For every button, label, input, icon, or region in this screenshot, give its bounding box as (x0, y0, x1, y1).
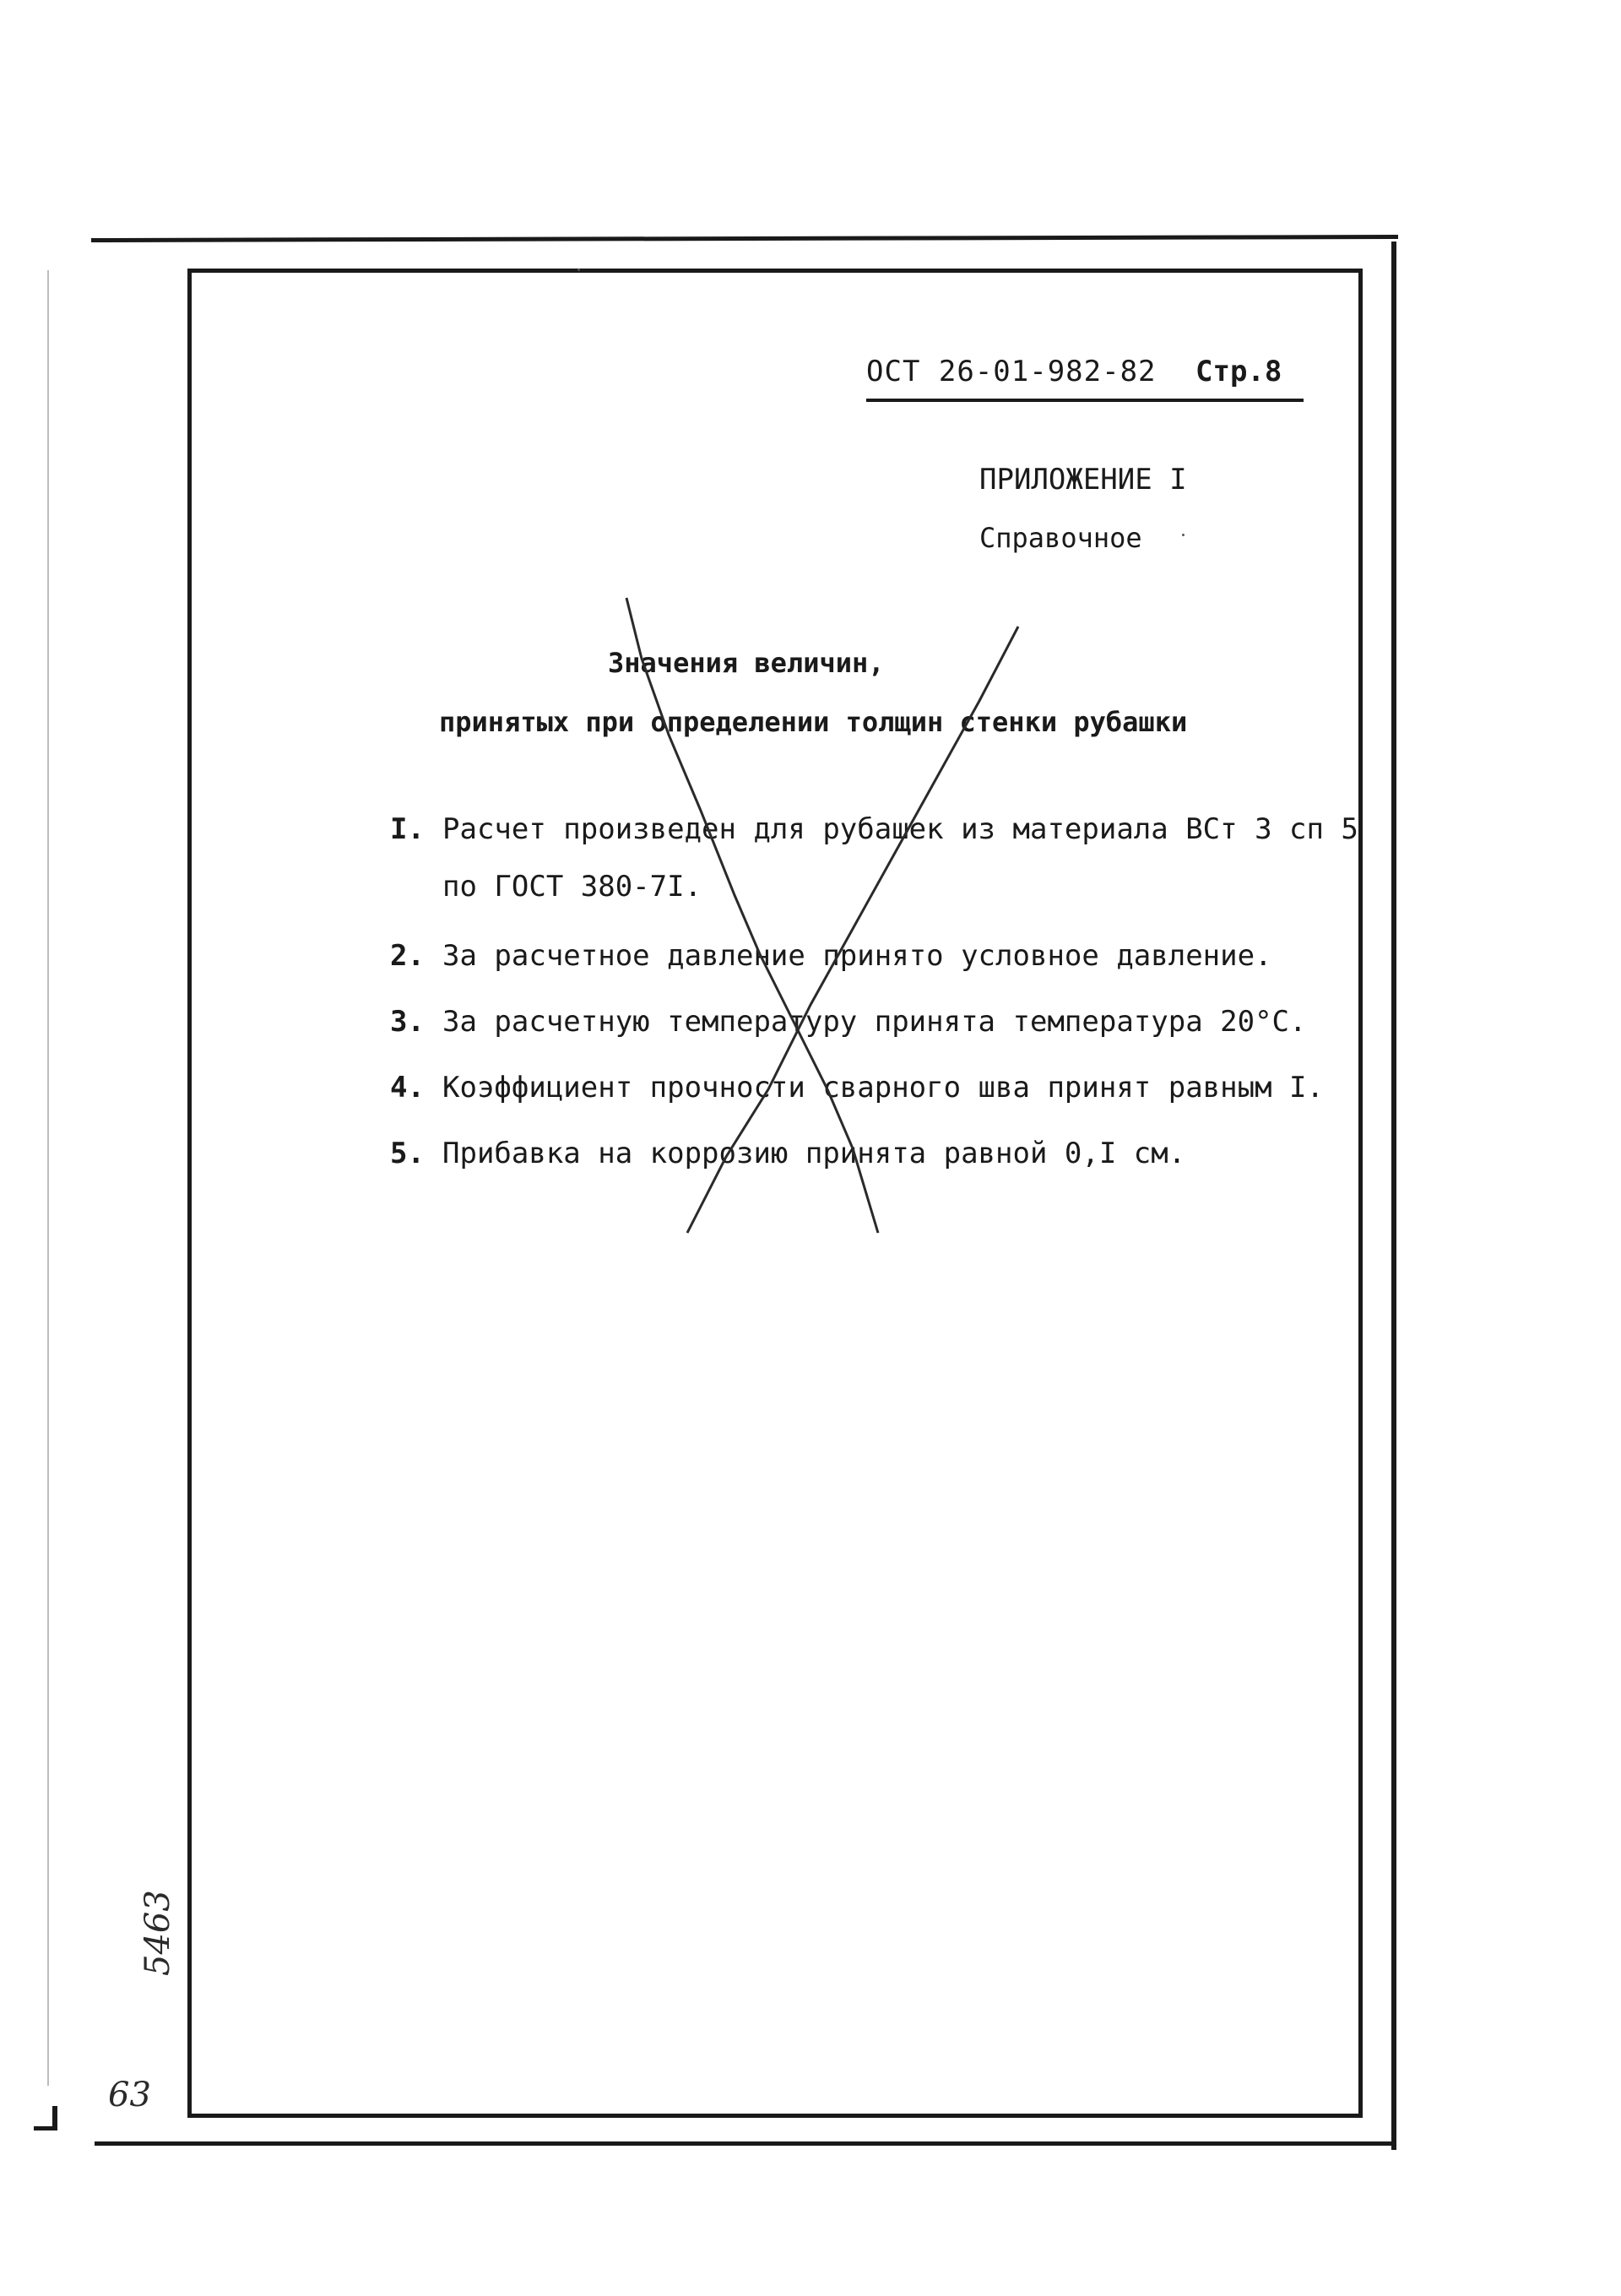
list-item-number: 3. (390, 1005, 425, 1039)
scan-speck (1182, 534, 1185, 536)
list-item-text: За расчетное давление принято условное давление. (442, 939, 1272, 973)
list-item-continuation: по ГОСТ 380-7I. (442, 870, 702, 904)
page-number: Стр.8 (1195, 355, 1282, 388)
standard-code: ОСТ 26-01-982-82 (866, 355, 1157, 388)
list-item-text: Расчет произведен для рубашек из материала ВСт 3 сп 5 (442, 812, 1358, 846)
list-item (390, 812, 1358, 846)
header-underline (866, 399, 1304, 402)
scan-speck (577, 269, 580, 271)
appendix-title: ПРИЛОЖЕНИЕ I (979, 463, 1187, 497)
list-item-number: I. (390, 812, 425, 846)
scan-edge-line (47, 270, 49, 2086)
section-heading-line2: принятых при определении толщин стенки рубашки (439, 706, 1188, 738)
list-item-text: Прибавка на коррозию принята равной 0,I см. (442, 1137, 1186, 1170)
list-item-number: 2. (390, 939, 425, 973)
list-item (390, 939, 1272, 973)
appendix-subtitle: Справочное (979, 522, 1142, 554)
list-item (390, 1137, 1185, 1170)
list-item-text: Коэффициент прочности сварного шва принят равным I. (442, 1071, 1324, 1105)
list-item (390, 1071, 1324, 1105)
sheet-number: 63 (108, 2076, 151, 2114)
outer-frame-right (1391, 242, 1396, 2150)
list-item-number: 5. (390, 1137, 425, 1170)
outer-frame-bottom (95, 2141, 1395, 2146)
list-item-number: 4. (390, 1071, 425, 1105)
outer-frame-corner-foot (34, 2126, 57, 2130)
inner-frame (187, 269, 1363, 2118)
outer-frame-top (91, 235, 1398, 242)
list-item-text: За расчетную температуру принята температура 20°С. (442, 1005, 1307, 1039)
archive-number-vertical: 5463 (138, 1890, 177, 1976)
section-heading-line1: Значения величин, (608, 647, 885, 679)
list-item (390, 1005, 1307, 1039)
document-header (866, 355, 1300, 405)
